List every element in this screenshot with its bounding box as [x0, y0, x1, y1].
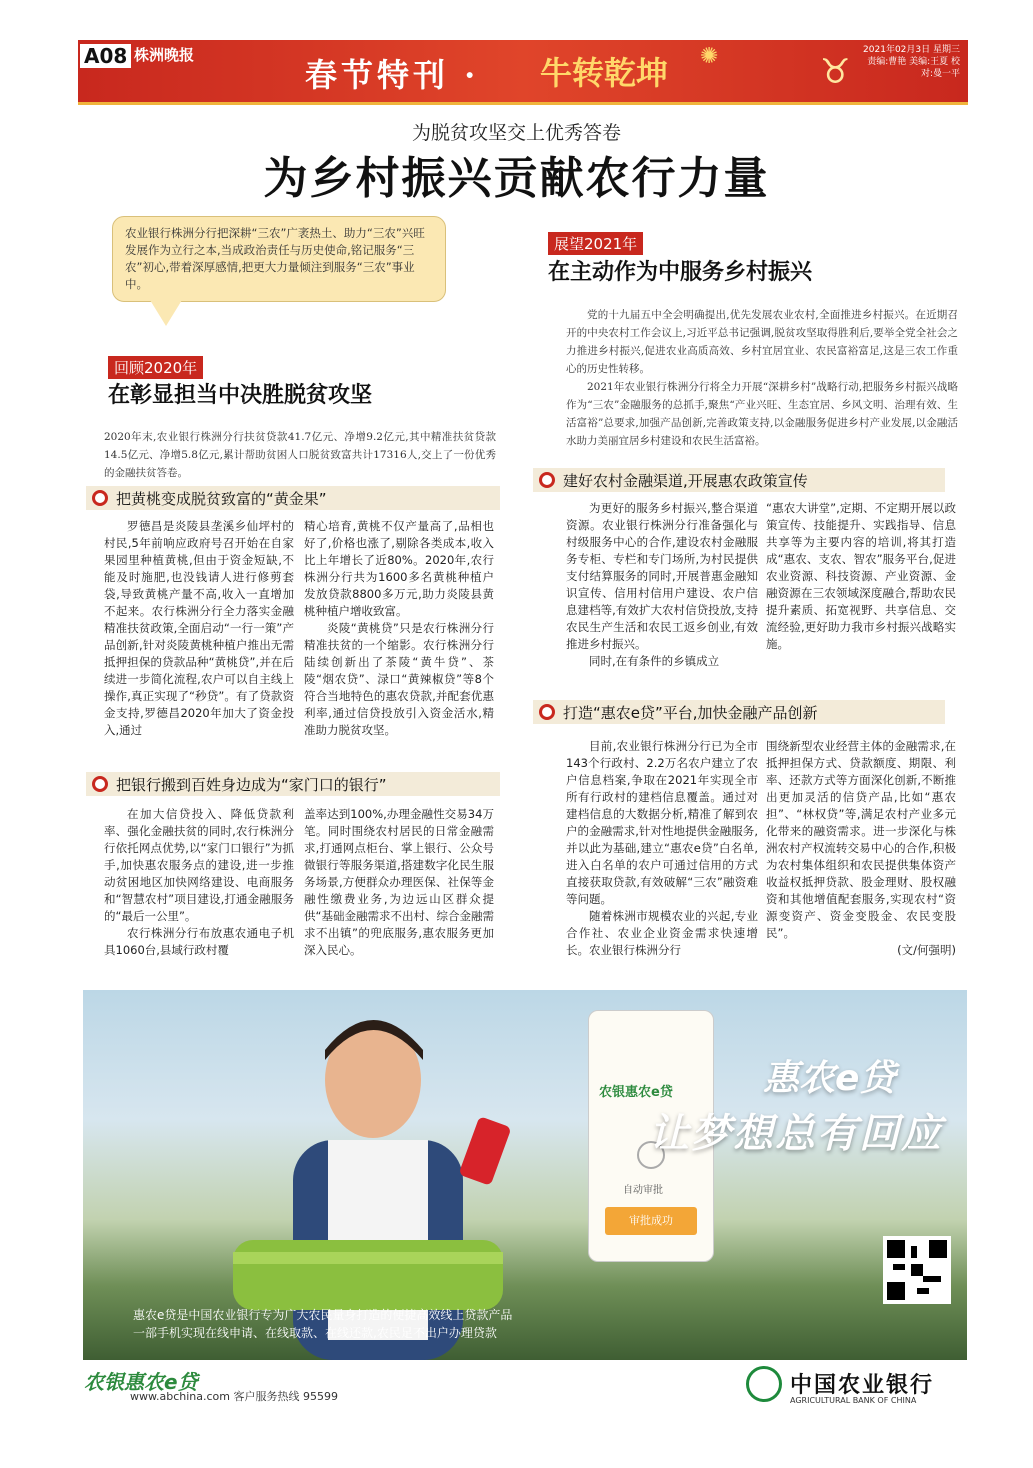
review-heading: 在彰显担当中决胜脱贫攻坚	[108, 382, 373, 408]
firework-icon: ✺	[700, 44, 719, 69]
bullet-icon	[539, 472, 555, 488]
qr-code-icon	[883, 1236, 951, 1304]
s2-col1-p1: 在加大信贷投入、降低贷款利率、强化金融扶贫的同时,农行株洲分行依托网点优势,以“家门口银行”为抓手,加快惠农服务点的建设,进一步推动贫困地区加快网络建设、电商服务和“智慧农村”项目建设,打通金融服务的“最后一公里”。	[104, 807, 294, 923]
section-title: 把银行搬到百姓身边成为“家门口的银行”	[116, 776, 387, 794]
ox-icon: ♉	[820, 52, 851, 92]
intro-bubble-tail	[150, 300, 182, 326]
s2-col2: 盖率达到100%,办理金融性交易34万笔。同时围绕农村居民的日常金融需求,打通网点柜台、掌上银行、公众号微银行等服务渠道,搭建数字化民生服务场景,方便群众办理医保、社保等金融性缴费业务,为边远山区群众提供“基础金融需求不出村、综合金融需求不出镇”的兜底服务,惠农服务更加深入民心。	[304, 807, 494, 957]
outlook-heading: 在主动作为中服务乡村振兴	[548, 259, 813, 285]
intro-bubble: 农业银行株洲分行把深耕“三农”广袤热土、助力“三农”兴旺发展作为立行之本,当成政治责任与历史使命,铭记服务“三农”初心,带着深厚感情,把更大力量倾注到服务“三农”事业中。	[112, 216, 446, 302]
byline: (文/何强明)	[897, 943, 956, 957]
s4-col2-text: 围绕新型农业经营主体的金融需求,在抵押担保方式、贷款额度、期限、利率、还款方式等方面深化创新,不断推出更加灵活的信贷产品,比如“惠农担”、“林权贷”等,满足农村产业多元化带来的融资需求。进一步深化与株洲农村产权流转交易中心的合作,积极为农村集体组织和农民提供集体资产收益权抵押贷款、股金理财、股权融资和其他增值配套服务,实现农村“资源变资产、资金变股金、农民变股民”。	[766, 739, 956, 940]
paper-name: 株洲晚报	[134, 46, 195, 64]
date-line	[860, 44, 960, 80]
section-title: 建好农村金融渠道,开展惠农政策宣传	[563, 472, 808, 490]
outlook-lead	[566, 306, 958, 450]
review-lead: 2020年末,农业银行株洲分行扶贫贷款41.7亿元、净增9.2亿元,其中精准扶贫贷款14.5亿元、净增5.8亿元,累计帮助贫困人口脱贫致富共计17316人,交上了一份优秀的金融扶贫答卷。	[104, 431, 496, 479]
phone-brand: 农银惠农e贷	[599, 1085, 673, 1100]
bullet-icon	[539, 704, 555, 720]
s1-col2	[304, 518, 494, 739]
page-number: A08	[80, 44, 131, 68]
main-title: 为乡村振兴贡献农行力量	[263, 153, 770, 204]
s2-col1	[104, 806, 294, 959]
outlook-tag: 展望2021年	[548, 232, 643, 255]
abc-logo-icon	[746, 1366, 782, 1402]
issue-date: 2021年02月3日 星期三	[863, 45, 960, 55]
bank-name-en: AGRICULTURAL BANK OF CHINA	[790, 1396, 917, 1405]
bullet-icon	[92, 490, 108, 506]
ad-banner	[83, 990, 967, 1360]
ad-desc-line2: 一部手机实现在线申请、在线取款、在线还款,农民足不出户办理贷款	[133, 1326, 497, 1340]
ad-desc-line1: 惠农e贷是中国农业银行专为广大农民量身打造的便捷高效线上贷款产品	[133, 1308, 513, 1322]
farmer-illustration	[233, 990, 533, 1360]
section-header-golden-peach	[86, 486, 500, 510]
s3-col2: “惠农大讲堂”,定期、不定期开展以政策宣传、技能提升、实践指导、信息共享等为主要内容的培训,将其打造成“惠农、支农、智农”服务平台,促进农业资源、科技资源、产业资源、金融资源在三农领域深度融合,帮助农民提升素质、拓宽视野、共享信息、交流经验,更好助力我市乡村振兴战略实施。	[766, 501, 956, 651]
editors: 责编:曹艳 美编:王夏 校对:曼一平	[867, 57, 960, 79]
approval-success-button: 审批成功	[605, 1207, 697, 1235]
s4-col2	[766, 738, 956, 959]
s1-col2-p2: 炎陵“黄桃贷”只是农行株洲分行精准扶贫的一个缩影。农行株洲分行陆续创新出了茶陵“黄牛贷”、茶陵“烟农贷”、渌口“黄辣椒贷”等8个符合当地特色的惠农贷款,并配套优惠利率,通过信贷投放引入资金活水,精准助力脱贫攻坚。	[304, 621, 494, 737]
ad-logo: 惠农e贷	[763, 1058, 896, 1099]
s3-col1-p2: 同时,在有条件的乡镇成立	[589, 654, 720, 668]
review-tag: 回顾2020年	[108, 356, 203, 379]
bank-name: 中国农业银行	[790, 1373, 935, 1398]
s3-col1	[566, 500, 758, 670]
section-title: 把黄桃变成脱贫致富的“黄金果”	[116, 490, 327, 508]
s2-col1-p2: 农行株洲分行布放惠农通电子机具1060台,县域行政村覆	[104, 926, 294, 957]
subtitle: 为脱贫攻坚交上优秀答卷	[411, 122, 621, 144]
e-loan-brand: 农银惠农e贷	[84, 1370, 198, 1394]
special-edition-title: 春节特刊 ·	[305, 56, 480, 94]
bullet-icon	[92, 776, 108, 792]
s1-col1: 罗德昌是炎陵县垄溪乡仙坪村的村民,5年前响应政府号召开始在自家果园里种植黄桃,但由于资金短缺,不能及时施肥,也没钱请人进行修剪套袋,导致黄桃产量不高,收入一直增加不起来。农行株洲分行全力落实金融精准扶贫政策,全面启动“一行一策”产品创新,针对炎陵黄桃种植户推出无需抵押担保的贷款品种“黄桃贷”,并在后续进一步简化流程,农户可以自主线上操作,真正实现了“秒贷”。有了贷款资金支持,罗德昌2020年加大了资金投入,通过	[104, 519, 294, 737]
ad-description	[133, 1306, 693, 1342]
outlook-lead-p2: 2021年农业银行株洲分行将全力开展“深耕乡村”战略行动,把服务乡村振兴战略作为“三农”金融服务的总抓手,聚焦“产业兴旺、生态宜居、乡风文明、治理有效、生活富裕”总要求,加强产品创新,完善政策支持,以金融服务促进乡村产业发展,以金融活水助力美丽宜居乡村建设和农民生活富裕。	[566, 381, 958, 447]
outlook-lead-p1: 党的十九届五中全会明确提出,优先发展农业农村,全面推进乡村振兴。在近期召开的中央农村工作会议上,习近平总书记强调,脱贫攻坚取得胜利后,要举全党全社会之力推进乡村振兴,促进农业高质高效、乡村宜居宜业、农民富裕富足,这是三农工作重心的历史性转移。	[566, 309, 958, 375]
section-header-doorstep-bank	[86, 772, 500, 796]
s3-col1-p1: 为更好的服务乡村振兴,整合渠道资源。农业银行株洲分行准备强化与村级服务中心的合作,建设农村金融服务专柜、专栏和专门场所,为村民提供支付结算服务的同时,开展普惠金融知识宣传、信用村信用户建设、农户信息建档等,有效扩大农村信贷投放,支持农民生产生活和农民工返乡创业,有效推进乡村振兴。	[566, 501, 758, 651]
s4-col1-p1: 目前,农业银行株洲分行已为全市143个行政村、2.2万名农户建立了农户信息档案,争取在2021年实现全市所有行政村的建档信息覆盖。通过对建档信息的大数据分析,精准了解到农户的金融需求,针对性地提供金融服务,并以此为基础,建立“惠农e贷”白名单,进入白名单的农户可通过信用的方式直接获取贷款,有效破解“三农”融资难等问题。	[566, 739, 758, 906]
ad-slogan: 让梦想总有回应	[649, 1111, 943, 1157]
section-header-rural-channels	[533, 468, 945, 492]
website-hotline: www.abchina.com 客户服务热线 95599	[130, 1390, 338, 1403]
s4-col1-p2: 随着株洲市规模农业的兴起,专业合作社、农业企业资金需求快速增长。农业银行株洲分行	[566, 909, 758, 957]
section-title: 打造“惠农e贷”平台,加快金融产品创新	[563, 704, 818, 722]
section-header-e-loan	[533, 700, 945, 724]
s1-col2-p1: 精心培育,黄桃不仅产量高了,品相也好了,价格也涨了,剔除各类成本,收入比上年增长了近80%。2020年,农行株洲分行共为1600多名黄桃种植户发放贷款8800多万元,助力炎陵县黄桃种植户增收致富。	[304, 519, 494, 618]
ox-slogan: 牛转乾坤	[540, 54, 669, 92]
phone-auto-approve: 自动审批	[623, 1185, 663, 1196]
s4-col1	[566, 738, 758, 959]
